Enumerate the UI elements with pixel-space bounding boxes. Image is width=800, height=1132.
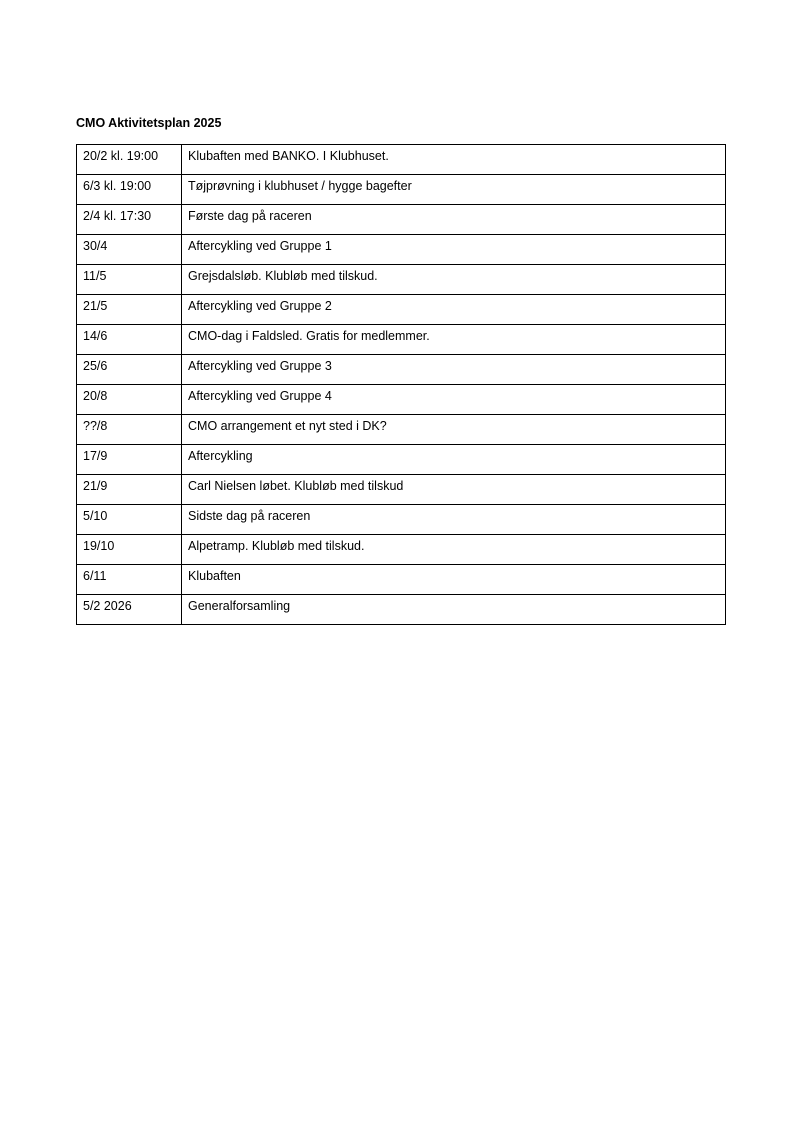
date-cell: 21/5 bbox=[77, 295, 182, 325]
activity-cell: CMO arrangement et nyt sted i DK? bbox=[182, 415, 726, 445]
date-cell: 17/9 bbox=[77, 445, 182, 475]
date-cell: 19/10 bbox=[77, 535, 182, 565]
activity-cell: CMO-dag i Faldsled. Gratis for medlemmer. bbox=[182, 325, 726, 355]
date-cell: ??/8 bbox=[77, 415, 182, 445]
table-row bbox=[77, 145, 726, 175]
date-cell: 5/2 2026 bbox=[77, 595, 182, 625]
date-cell: 6/11 bbox=[77, 565, 182, 595]
date-cell: 30/4 bbox=[77, 235, 182, 265]
date-cell: 25/6 bbox=[77, 355, 182, 385]
table-row bbox=[77, 265, 726, 295]
table-row bbox=[77, 415, 726, 445]
activity-cell: Alpetramp. Klubløb med tilskud. bbox=[182, 535, 726, 565]
table-row bbox=[77, 205, 726, 235]
activity-cell: Aftercykling ved Gruppe 3 bbox=[182, 355, 726, 385]
date-cell: 11/5 bbox=[77, 265, 182, 295]
activity-schedule-table bbox=[76, 144, 726, 625]
table-row bbox=[77, 235, 726, 265]
table-row bbox=[77, 355, 726, 385]
activity-cell: Grejsdalsløb. Klubløb med tilskud. bbox=[182, 265, 726, 295]
date-cell: 20/8 bbox=[77, 385, 182, 415]
activity-cell: Klubaften bbox=[182, 565, 726, 595]
table-row bbox=[77, 475, 726, 505]
table-row bbox=[77, 385, 726, 415]
table-row bbox=[77, 445, 726, 475]
table-row bbox=[77, 295, 726, 325]
date-cell: 14/6 bbox=[77, 325, 182, 355]
date-cell: 21/9 bbox=[77, 475, 182, 505]
date-cell: 6/3 kl. 19:00 bbox=[77, 175, 182, 205]
table-row bbox=[77, 535, 726, 565]
page-title: CMO Aktivitetsplan 2025 bbox=[76, 116, 222, 130]
date-cell: 2/4 kl. 17:30 bbox=[77, 205, 182, 235]
table-row bbox=[77, 325, 726, 355]
activity-cell: Tøjprøvning i klubhuset / hygge bagefter bbox=[182, 175, 726, 205]
table-row bbox=[77, 565, 726, 595]
activity-cell: Sidste dag på raceren bbox=[182, 505, 726, 535]
table-row bbox=[77, 595, 726, 625]
activity-cell: Klubaften med BANKO. I Klubhuset. bbox=[182, 145, 726, 175]
table-row bbox=[77, 505, 726, 535]
activity-cell: Aftercykling ved Gruppe 4 bbox=[182, 385, 726, 415]
activity-cell: Carl Nielsen løbet. Klubløb med tilskud bbox=[182, 475, 726, 505]
activity-cell: Aftercykling ved Gruppe 2 bbox=[182, 295, 726, 325]
table-row bbox=[77, 175, 726, 205]
date-cell: 5/10 bbox=[77, 505, 182, 535]
activity-cell: Første dag på raceren bbox=[182, 205, 726, 235]
activity-cell: Aftercykling ved Gruppe 1 bbox=[182, 235, 726, 265]
date-cell: 20/2 kl. 19:00 bbox=[77, 145, 182, 175]
activity-cell: Aftercykling bbox=[182, 445, 726, 475]
activity-cell: Generalforsamling bbox=[182, 595, 726, 625]
